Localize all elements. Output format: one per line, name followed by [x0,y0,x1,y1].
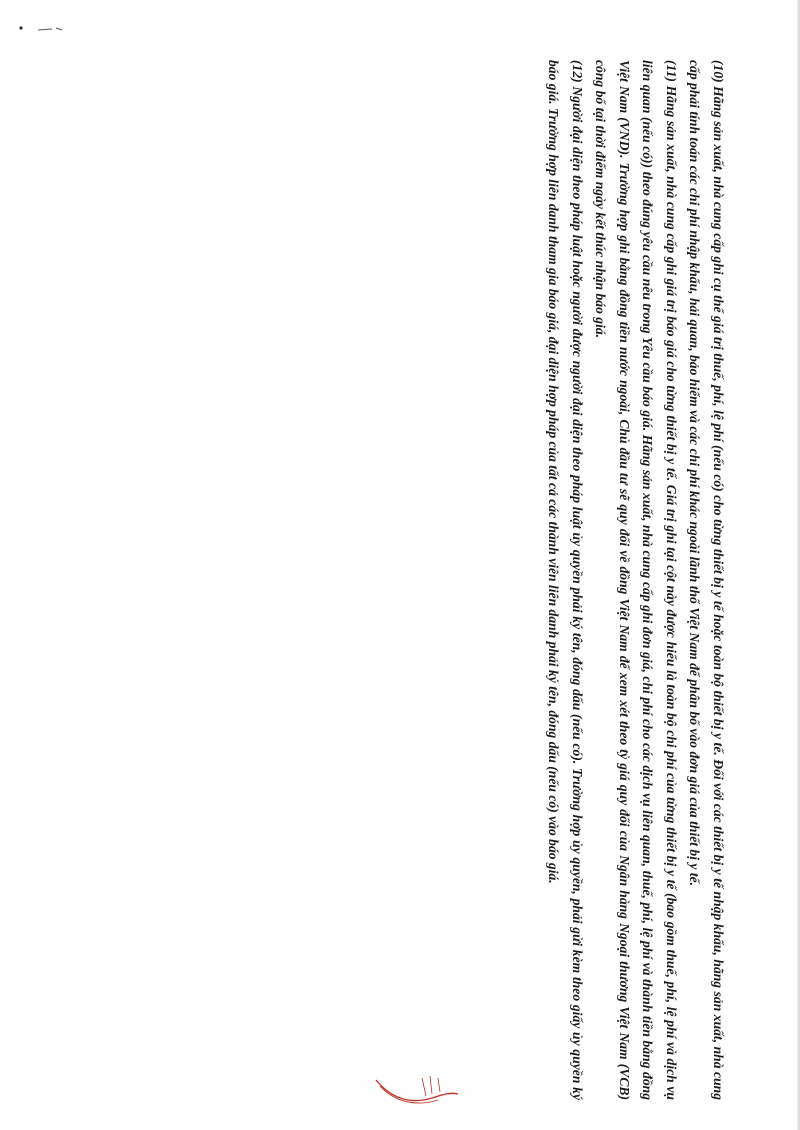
note-12: (12) Người đại diện theo pháp luật hoặc người được người đại diện theo pháp luật ủy quyền phải ký tên, đóng dấu (nếu có). Trường hợp ủy quyền, phải gửi kèm theo giấy ủy quyền ký báo giá. Trường hợp liên danh tham gia báo giá, đại diện hợp pháp của tất cả các thành viên liên danh phải ký tên, đóng dấu (nếu có) vào báo giá. [546,60,585,1100]
note-11: (11) Hãng sản xuất, nhà cung cấp ghi giá trị báo giá cho từng thiết bị y tế. Giá trị ghi tại cột này được hiểu là toàn bộ chi phí của từng thiết bị y tế (bao gồm thuế, phí, lệ phí và dịch vụ liên quan (nếu có)) theo đúng yêu cầu nêu trong Yêu cầu báo giá. Hãng sản xuất, nhà cung cấp ghi đơn giá, chi phí cho các dịch vụ liên quan, thuế, phí, lệ phí và thành tiền bằng đồng Việt Nam (VND). Trường hợp ghi bằng đồng tiền nước ngoài, Chủ đầu tư sẽ quy đổi về đồng Việt Nam để xem xét theo tỷ giá quy đổi của Ngân hàng Ngoại thương Việt Nam (VCB) công bố tại thời điểm ngày kết thúc nhận báo giá. [593,60,679,1100]
notes-text-block [470,60,730,1100]
corner-smudge-mark [18,24,64,34]
note-10: (10) Hãng sản xuất, nhà cung cấp ghi cụ thể giá trị thuế, phí, lệ phí (nếu có) cho từng thiết bị y tế hoặc toàn bộ thiết bị y tế. Đối với các thiết bị y tế nhập khẩu, hãng sản xuất, nhà cung cấp phải tính toán các chi phí nhập khẩu, hải quan, bảo hiểm và các chi phí khác ngoài lãnh thổ Việt Nam để phân bổ vào đơn giá của thiết bị y tế. [687,60,726,1100]
signature-mark [372,1070,462,1110]
